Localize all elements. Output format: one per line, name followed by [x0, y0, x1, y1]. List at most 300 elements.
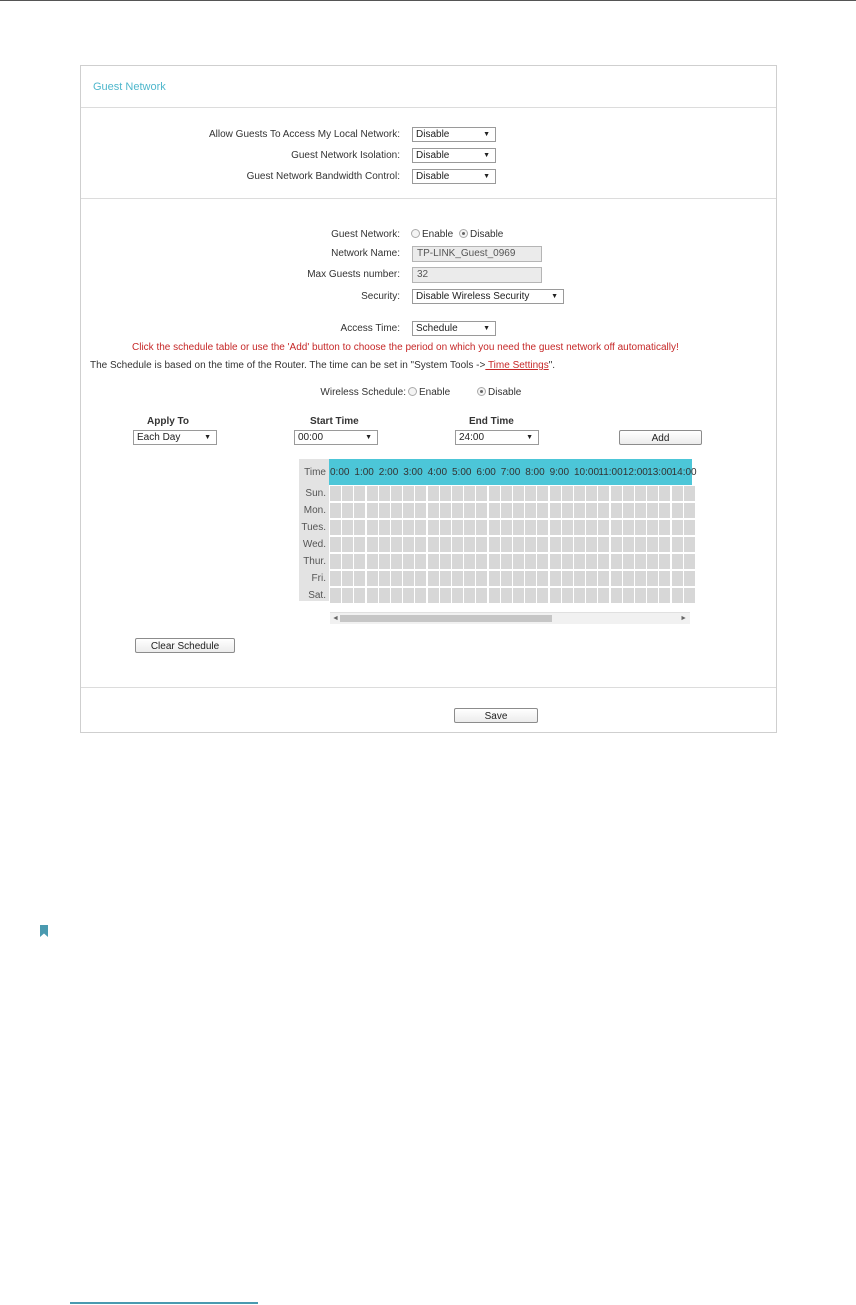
chevron-down-icon: ▼	[551, 293, 558, 300]
access-time-select[interactable]	[412, 321, 496, 336]
schedule-cell[interactable]	[513, 588, 524, 603]
schedule-cell[interactable]	[562, 554, 573, 569]
radio-selected-icon	[477, 387, 486, 396]
schedule-cell[interactable]	[525, 486, 536, 501]
schedule-cell[interactable]	[452, 588, 463, 603]
schedule-cell[interactable]	[391, 486, 402, 501]
schedule-cell[interactable]	[501, 571, 512, 586]
schedule-cell[interactable]	[367, 588, 378, 603]
schedule-cell[interactable]	[684, 503, 695, 518]
add-button[interactable]: Add	[619, 430, 702, 445]
guest-network-panel	[80, 65, 777, 733]
schedule-cell[interactable]	[476, 537, 487, 552]
schedule-hour-label: 14:00	[671, 467, 697, 478]
schedule-cell[interactable]	[367, 537, 378, 552]
schedule-cell[interactable]	[379, 588, 390, 603]
schedule-day-label: Tues.	[301, 522, 326, 533]
schedule-cell[interactable]	[574, 588, 585, 603]
schedule-cell[interactable]	[672, 520, 683, 535]
schedule-cell[interactable]	[635, 486, 646, 501]
schedule-cell[interactable]	[428, 503, 439, 518]
access-time-value: Schedule	[416, 323, 458, 334]
schedule-cell[interactable]	[635, 503, 646, 518]
start-time-header: Start Time	[310, 416, 359, 427]
guest-network-disable-radio[interactable]	[459, 229, 503, 240]
scroll-right-icon[interactable]: ►	[680, 615, 687, 622]
schedule-cell[interactable]	[574, 571, 585, 586]
schedule-cell[interactable]	[403, 537, 414, 552]
schedule-cell[interactable]	[598, 520, 609, 535]
schedule-cell[interactable]	[403, 588, 414, 603]
schedule-hour-label: 1:00	[354, 467, 374, 478]
schedule-cell[interactable]	[415, 486, 426, 501]
scroll-left-icon[interactable]: ◄	[332, 615, 339, 622]
schedule-cell[interactable]	[635, 588, 646, 603]
guest-network-enable-radio[interactable]	[411, 229, 453, 240]
security-select[interactable]	[412, 289, 564, 304]
isolation-select[interactable]	[412, 148, 496, 163]
access-time-label: Access Time:	[340, 323, 400, 334]
schedule-cell[interactable]	[672, 503, 683, 518]
schedule-cell[interactable]	[464, 588, 475, 603]
schedule-hour-header	[329, 459, 697, 485]
schedule-day-label: Mon.	[303, 505, 326, 516]
end-time-select[interactable]	[455, 430, 539, 445]
schedule-cell[interactable]	[391, 571, 402, 586]
schedule-cell[interactable]	[574, 537, 585, 552]
schedule-cell[interactable]	[623, 537, 634, 552]
schedule-cell[interactable]	[440, 571, 451, 586]
schedule-cell[interactable]	[611, 520, 622, 535]
schedule-cell[interactable]	[440, 503, 451, 518]
security-value: Disable Wireless Security	[416, 291, 530, 302]
schedule-cell[interactable]	[476, 588, 487, 603]
schedule-hour-label: 10:00	[574, 467, 600, 478]
schedule-cell[interactable]	[489, 537, 500, 552]
schedule-cell[interactable]	[464, 486, 475, 501]
schedule-cell[interactable]	[415, 503, 426, 518]
schedule-cell[interactable]	[684, 537, 695, 552]
divider	[81, 107, 776, 108]
schedule-cell[interactable]	[550, 503, 561, 518]
schedule-cell[interactable]	[598, 486, 609, 501]
schedule-cell[interactable]	[611, 486, 622, 501]
panel-title: Guest Network	[93, 81, 166, 93]
wireless-schedule-disable-label: Disable	[488, 387, 522, 398]
schedule-cell[interactable]	[379, 554, 390, 569]
schedule-hour-label: 9:00	[549, 467, 570, 478]
schedule-cell[interactable]	[550, 571, 561, 586]
schedule-cell[interactable]	[415, 571, 426, 586]
schedule-cell[interactable]	[623, 486, 634, 501]
schedule-hour-label: 4:00	[427, 467, 448, 478]
schedule-cell[interactable]	[342, 554, 353, 569]
schedule-cell[interactable]	[379, 503, 390, 518]
schedule-cell[interactable]	[464, 503, 475, 518]
schedule-cell[interactable]	[672, 588, 683, 603]
schedule-cell[interactable]	[623, 554, 634, 569]
apply-to-value: Each Day	[137, 432, 181, 443]
schedule-cell[interactable]	[659, 537, 670, 552]
schedule-hour-label: 12:00	[622, 467, 648, 478]
schedule-cell[interactable]	[635, 520, 646, 535]
schedule-cell[interactable]	[440, 486, 451, 501]
schedule-cell[interactable]	[428, 588, 439, 603]
schedule-cell[interactable]	[611, 588, 622, 603]
schedule-cell[interactable]	[537, 554, 548, 569]
schedule-cell[interactable]	[367, 520, 378, 535]
schedule-cell[interactable]	[354, 554, 365, 569]
schedule-cell[interactable]	[391, 537, 402, 552]
chevron-down-icon: ▼	[483, 131, 490, 138]
divider	[81, 198, 776, 199]
schedule-cell[interactable]	[537, 571, 548, 586]
schedule-cell[interactable]	[354, 486, 365, 501]
schedule-cell[interactable]	[586, 503, 597, 518]
schedule-cell[interactable]	[659, 571, 670, 586]
schedule-cell[interactable]	[537, 503, 548, 518]
page-bottom-rule	[70, 1302, 258, 1304]
schedule-scrollbar[interactable]	[330, 612, 690, 624]
wireless-schedule-enable-label: Enable	[419, 387, 451, 398]
schedule-cell[interactable]	[598, 554, 609, 569]
schedule-cell[interactable]	[525, 554, 536, 569]
schedule-cell[interactable]	[659, 588, 670, 603]
schedule-cell[interactable]	[330, 486, 341, 501]
apply-to-select[interactable]	[133, 430, 217, 445]
schedule-hint-text: Click the schedule table or use the 'Add' button to choose the period on which you need the guest network off automatically!	[132, 342, 679, 353]
schedule-cell[interactable]	[489, 520, 500, 535]
chevron-down-icon: ▼	[365, 434, 372, 441]
schedule-hour-label: 6:00	[476, 467, 496, 478]
schedule-cell[interactable]	[659, 503, 670, 518]
schedule-cell[interactable]	[684, 588, 695, 603]
schedule-cell[interactable]	[415, 537, 426, 552]
allow-local-value: Disable	[416, 129, 450, 140]
bandwidth-label: Guest Network Bandwidth Control:	[246, 171, 400, 182]
schedule-cell[interactable]	[415, 588, 426, 603]
end-time-value: 24:00	[459, 432, 485, 443]
schedule-cell[interactable]	[647, 588, 658, 603]
bandwidth-select[interactable]	[412, 169, 496, 184]
schedule-day-label: Sat.	[308, 590, 326, 601]
schedule-day-label: Fri.	[311, 573, 326, 584]
schedule-cell[interactable]	[623, 503, 634, 518]
schedule-cell[interactable]	[379, 537, 390, 552]
schedule-cell[interactable]	[330, 588, 341, 603]
max-guests-input[interactable]: 32	[412, 267, 542, 283]
schedule-cell[interactable]	[428, 537, 439, 552]
schedule-cell[interactable]	[537, 486, 548, 501]
schedule-corner-label: Time	[304, 467, 326, 478]
isolation-value: Disable	[416, 150, 450, 161]
page-top-rule	[0, 0, 856, 1]
schedule-cell[interactable]	[562, 588, 573, 603]
schedule-cell[interactable]	[379, 486, 390, 501]
schedule-cell[interactable]	[391, 520, 402, 535]
schedule-cell[interactable]	[391, 588, 402, 603]
schedule-cell[interactable]	[537, 588, 548, 603]
schedule-cell[interactable]	[367, 571, 378, 586]
schedule-cell[interactable]	[501, 554, 512, 569]
schedule-cell[interactable]	[672, 537, 683, 552]
schedule-cell[interactable]	[659, 486, 670, 501]
schedule-cell[interactable]	[428, 571, 439, 586]
schedule-cell[interactable]	[562, 537, 573, 552]
radio-selected-icon	[459, 229, 468, 238]
schedule-cell[interactable]	[550, 588, 561, 603]
schedule-cell[interactable]	[342, 571, 353, 586]
schedule-cell[interactable]	[489, 503, 500, 518]
schedule-cell[interactable]	[574, 520, 585, 535]
schedule-hour-label: 7:00	[500, 467, 521, 478]
guest-network-label: Guest Network:	[331, 229, 400, 240]
schedule-cell[interactable]	[330, 520, 341, 535]
schedule-cell[interactable]	[635, 537, 646, 552]
guest-network-disable-label: Disable	[470, 229, 504, 240]
schedule-cell[interactable]	[513, 554, 524, 569]
schedule-cell[interactable]	[476, 503, 487, 518]
schedule-cell[interactable]	[513, 520, 524, 535]
schedule-cell[interactable]	[598, 571, 609, 586]
time-settings-link[interactable]: Time Settings	[485, 360, 549, 371]
wireless-schedule-enable-radio[interactable]	[408, 387, 450, 398]
schedule-hour-label: 0:00	[330, 467, 350, 478]
schedule-cell[interactable]	[501, 588, 512, 603]
schedule-cell[interactable]	[611, 503, 622, 518]
schedule-cell[interactable]	[598, 588, 609, 603]
end-time-header: End Time	[469, 416, 514, 427]
schedule-cell[interactable]	[403, 520, 414, 535]
chevron-down-icon: ▼	[483, 173, 490, 180]
schedule-cell[interactable]	[623, 520, 634, 535]
schedule-cell[interactable]	[428, 520, 439, 535]
schedule-cell[interactable]	[562, 520, 573, 535]
schedule-cell[interactable]	[391, 554, 402, 569]
schedule-cell[interactable]	[513, 537, 524, 552]
schedule-cell[interactable]	[440, 554, 451, 569]
schedule-cell[interactable]	[513, 503, 524, 518]
schedule-cell[interactable]	[342, 588, 353, 603]
schedule-cell[interactable]	[391, 503, 402, 518]
schedule-cell[interactable]	[403, 503, 414, 518]
schedule-cell[interactable]	[452, 486, 463, 501]
schedule-cell[interactable]	[342, 503, 353, 518]
schedule-cell[interactable]	[550, 486, 561, 501]
apply-to-header: Apply To	[147, 416, 190, 427]
schedule-cell[interactable]	[415, 520, 426, 535]
schedule-cell[interactable]	[354, 520, 365, 535]
schedule-cell[interactable]	[672, 486, 683, 501]
schedule-cell[interactable]	[476, 486, 487, 501]
schedule-cell[interactable]	[379, 571, 390, 586]
schedule-cell[interactable]	[367, 503, 378, 518]
schedule-cell[interactable]	[489, 554, 500, 569]
max-guests-label: Max Guests number:	[307, 269, 400, 280]
schedule-cell[interactable]	[403, 554, 414, 569]
clear-schedule-button[interactable]: Clear Schedule	[135, 638, 235, 653]
schedule-cell[interactable]	[403, 571, 414, 586]
schedule-cell[interactable]	[513, 571, 524, 586]
schedule-cell[interactable]	[476, 554, 487, 569]
schedule-cell[interactable]	[586, 520, 597, 535]
schedule-cell[interactable]	[452, 554, 463, 569]
bandwidth-value: Disable	[416, 171, 450, 182]
schedule-cell[interactable]	[586, 588, 597, 603]
schedule-cell[interactable]	[476, 571, 487, 586]
schedule-cell[interactable]	[586, 554, 597, 569]
schedule-cell[interactable]	[562, 571, 573, 586]
radio-icon	[411, 229, 420, 238]
schedule-cell[interactable]	[562, 486, 573, 501]
schedule-cell[interactable]	[537, 537, 548, 552]
schedule-cell[interactable]	[440, 537, 451, 552]
start-time-select[interactable]	[294, 430, 378, 445]
schedule-cell[interactable]	[550, 520, 561, 535]
chevron-down-icon: ▼	[483, 152, 490, 159]
schedule-cell[interactable]	[562, 503, 573, 518]
schedule-cell[interactable]	[647, 503, 658, 518]
guest-network-enable-label: Enable	[422, 229, 454, 240]
schedule-cell[interactable]	[354, 503, 365, 518]
schedule-cell[interactable]	[428, 486, 439, 501]
schedule-cell[interactable]	[684, 486, 695, 501]
schedule-day-label: Wed.	[302, 539, 326, 550]
schedule-cell[interactable]	[354, 537, 365, 552]
scrollbar-thumb[interactable]	[340, 615, 552, 622]
schedule-cell[interactable]	[452, 537, 463, 552]
schedule-cell[interactable]	[525, 588, 536, 603]
schedule-cell[interactable]	[464, 537, 475, 552]
schedule-cell[interactable]	[659, 520, 670, 535]
schedule-cell[interactable]	[525, 571, 536, 586]
schedule-cell[interactable]	[367, 554, 378, 569]
schedule-cell[interactable]	[489, 571, 500, 586]
schedule-cell[interactable]	[440, 588, 451, 603]
schedule-cell[interactable]	[623, 571, 634, 586]
schedule-cell[interactable]	[513, 486, 524, 501]
bookmark-icon-svg	[40, 925, 48, 937]
schedule-cell[interactable]	[464, 554, 475, 569]
schedule-cell[interactable]	[659, 554, 670, 569]
schedule-cell[interactable]	[647, 554, 658, 569]
schedule-cell[interactable]	[525, 537, 536, 552]
schedule-cell[interactable]	[501, 503, 512, 518]
schedule-cell[interactable]	[672, 571, 683, 586]
schedule-cell[interactable]	[464, 520, 475, 535]
schedule-cell[interactable]	[367, 486, 378, 501]
security-label: Security:	[361, 291, 400, 302]
schedule-cell[interactable]	[476, 520, 487, 535]
schedule-cell[interactable]	[342, 537, 353, 552]
schedule-cell[interactable]	[647, 520, 658, 535]
schedule-cell[interactable]	[672, 554, 683, 569]
schedule-cell[interactable]	[354, 571, 365, 586]
schedule-cell[interactable]	[415, 554, 426, 569]
isolation-label: Guest Network Isolation:	[291, 150, 400, 161]
schedule-cell[interactable]	[501, 537, 512, 552]
schedule-cell[interactable]	[574, 486, 585, 501]
schedule-cell[interactable]	[428, 554, 439, 569]
schedule-day-column	[299, 459, 329, 601]
schedule-cell[interactable]	[586, 571, 597, 586]
network-name-input[interactable]: TP-LINK_Guest_0969	[412, 246, 542, 262]
schedule-cell[interactable]	[330, 503, 341, 518]
schedule-cell[interactable]	[501, 520, 512, 535]
schedule-cell[interactable]	[647, 537, 658, 552]
schedule-based-suffix: ".	[548, 360, 556, 371]
schedule-cell[interactable]	[342, 520, 353, 535]
schedule-cell[interactable]	[611, 537, 622, 552]
schedule-cell[interactable]	[464, 571, 475, 586]
schedule-cell[interactable]	[452, 520, 463, 535]
schedule-cell[interactable]	[330, 554, 341, 569]
schedule-cell[interactable]	[537, 520, 548, 535]
schedule-cell[interactable]	[684, 520, 695, 535]
schedule-cell[interactable]	[574, 554, 585, 569]
schedule-cell[interactable]	[440, 520, 451, 535]
schedule-cell[interactable]	[501, 486, 512, 501]
schedule-based-prefix: The Schedule is based on the time of the Router. The time can be set in "System Tools ->	[90, 360, 486, 371]
schedule-cell[interactable]	[647, 571, 658, 586]
wireless-schedule-disable-radio[interactable]	[477, 387, 521, 398]
allow-local-select[interactable]	[412, 127, 496, 142]
schedule-cell[interactable]	[635, 571, 646, 586]
schedule-cell[interactable]	[330, 571, 341, 586]
schedule-based-note	[90, 360, 555, 371]
schedule-cell[interactable]	[550, 537, 561, 552]
schedule-cell[interactable]	[611, 571, 622, 586]
schedule-cell[interactable]	[586, 537, 597, 552]
schedule-cell[interactable]	[342, 486, 353, 501]
schedule-hour-label: 3:00	[403, 467, 423, 478]
schedule-cell[interactable]	[586, 486, 597, 501]
radio-icon	[408, 387, 417, 396]
network-name-label: Network Name:	[331, 248, 400, 259]
schedule-cell[interactable]	[598, 503, 609, 518]
schedule-cell[interactable]	[403, 486, 414, 501]
schedule-hour-label: 8:00	[525, 467, 545, 478]
schedule-cell[interactable]	[574, 503, 585, 518]
schedule-cell[interactable]	[489, 588, 500, 603]
schedule-cell[interactable]	[354, 588, 365, 603]
schedule-cell[interactable]	[550, 554, 561, 569]
schedule-cell[interactable]	[623, 588, 634, 603]
schedule-cell[interactable]	[330, 537, 341, 552]
schedule-hour-label: 2:00	[378, 467, 399, 478]
schedule-cell[interactable]	[635, 554, 646, 569]
schedule-cell[interactable]	[684, 554, 695, 569]
save-button[interactable]: Save	[454, 708, 538, 723]
schedule-cell[interactable]	[489, 486, 500, 501]
schedule-table[interactable]	[299, 459, 697, 601]
schedule-cell[interactable]	[379, 520, 390, 535]
schedule-cell[interactable]	[452, 503, 463, 518]
schedule-day-label: Thur.	[303, 556, 326, 567]
schedule-cell[interactable]	[525, 520, 536, 535]
schedule-day-label: Sun.	[305, 488, 326, 499]
schedule-cell[interactable]	[525, 503, 536, 518]
schedule-cell[interactable]	[647, 486, 658, 501]
allow-local-label: Allow Guests To Access My Local Network:	[209, 129, 400, 140]
schedule-hour-label: 5:00	[452, 467, 472, 478]
schedule-cell[interactable]	[452, 571, 463, 586]
schedule-cell[interactable]	[598, 537, 609, 552]
start-time-value: 00:00	[298, 432, 324, 443]
schedule-cell[interactable]	[611, 554, 622, 569]
chevron-down-icon: ▼	[526, 434, 533, 441]
schedule-cell[interactable]	[684, 571, 695, 586]
